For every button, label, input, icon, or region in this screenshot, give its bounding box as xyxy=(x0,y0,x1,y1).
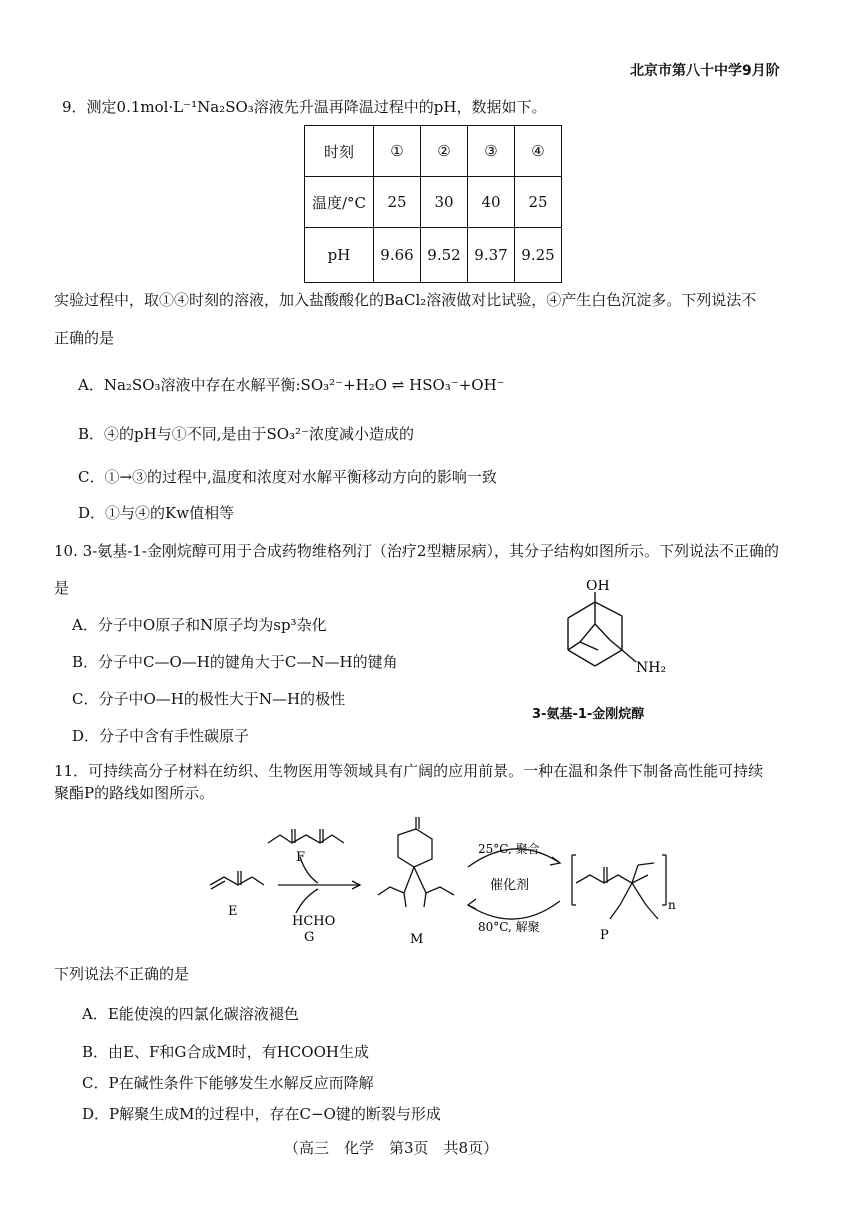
table-cell: ① xyxy=(374,126,421,177)
label-forward-condition: 25°C, 聚合 xyxy=(478,842,540,856)
table-row xyxy=(305,228,562,283)
table-cell: 9.25 xyxy=(515,228,562,283)
table-cell: 40 xyxy=(468,177,515,228)
q10-stem-line1: 10. 3-氨基-1-金刚烷醇可用于合成药物维格列汀（治疗2型糖尿病），其分子结构如图所示。下列说法不正确的 xyxy=(54,542,779,560)
q10-option-c: C．分子中O—H的极性大于N—H的极性 xyxy=(72,690,346,708)
q9-option-c: C．①→③的过程中,温度和浓度对水解平衡移动方向的影响一致 xyxy=(78,468,497,486)
q9-option-a: A．Na₂SO₃溶液中存在水解平衡:SO₃²⁻+H₂O ⇌ HSO₃⁻+OH⁻ xyxy=(78,376,505,394)
oh-label: OH xyxy=(586,580,610,594)
label-hcho: HCHO xyxy=(292,914,336,929)
table-cell: 时刻 xyxy=(305,126,374,177)
q11-stem-line1: 11．可持续高分子材料在纺织、生物医用等领域具有广阔的应用前景。一种在温和条件下制备高性能可持续 xyxy=(54,762,764,780)
label-n: n xyxy=(668,898,676,912)
label-m: M xyxy=(410,932,424,947)
table-row xyxy=(305,126,562,177)
table-cell: 9.52 xyxy=(421,228,468,283)
q9-option-b: B．④的pH与①不同,是由于SO₃²⁻浓度减小造成的 xyxy=(78,425,414,443)
q9-data-table xyxy=(304,125,562,283)
table-cell: 温度/°C xyxy=(305,177,374,228)
table-row xyxy=(305,177,562,228)
label-e: E xyxy=(228,904,238,919)
reaction-scheme xyxy=(200,805,680,955)
q9-stem: 9．测定0.1mol·L⁻¹Na₂SO₃溶液先升温再降温过程中的pH，数据如下。 xyxy=(62,98,547,116)
q10-stem-line2: 是 xyxy=(54,579,70,597)
label-p: P xyxy=(600,928,609,943)
table-cell: pH xyxy=(305,228,374,283)
school-header: 北京市第八十中学9月阶 xyxy=(630,63,780,79)
q11-option-c: C．P在碱性条件下能够发生水解反应而降解 xyxy=(82,1074,374,1092)
q9-option-d: D．①与④的Kw值相等 xyxy=(78,504,235,522)
q11-stem-line2: 聚酯P的路线如图所示。 xyxy=(54,784,215,802)
table-cell: ④ xyxy=(515,126,562,177)
label-f: F xyxy=(296,850,306,865)
label-reverse-condition: 80°C, 解聚 xyxy=(478,920,540,934)
adamantane-structure xyxy=(540,580,680,690)
q10-option-b: B．分子中C—O—H的键角大于C—N—H的键角 xyxy=(72,653,398,671)
q11-option-a: A．E能使溴的四氯化碳溶液褪色 xyxy=(82,1005,299,1023)
table-cell: 30 xyxy=(421,177,468,228)
table-cell: 9.37 xyxy=(468,228,515,283)
page-footer: （高三 化学 第3页 共8页） xyxy=(284,1139,499,1157)
label-catalyst: 催化剂 xyxy=(490,878,530,893)
nh2-label: NH₂ xyxy=(636,660,667,676)
table-cell: 9.66 xyxy=(374,228,421,283)
table-cell: 25 xyxy=(374,177,421,228)
q11-option-b: B．由E、F和G合成M时，有HCOOH生成 xyxy=(82,1043,369,1061)
label-g: G xyxy=(304,930,315,945)
q10-option-a: A．分子中O原子和N原子均为sp³杂化 xyxy=(72,616,327,634)
q9-paragraph-line1: 实验过程中，取①④时刻的溶液，加入盐酸酸化的BaCl₂溶液做对比试验，④产生白色沉淀多。下列说法不 xyxy=(54,291,757,309)
q11-prompt: 下列说法不正确的是 xyxy=(54,965,190,983)
table-cell: ② xyxy=(421,126,468,177)
q9-paragraph-line2: 正确的是 xyxy=(54,329,115,347)
table-cell: 25 xyxy=(515,177,562,228)
adamantane-caption: 3-氨基-1-金刚烷醇 xyxy=(532,707,645,722)
q10-option-d: D．分子中含有手性碳原子 xyxy=(72,727,250,745)
q11-option-d: D．P解聚生成M的过程中，存在C−O键的断裂与形成 xyxy=(82,1105,441,1123)
table-cell: ③ xyxy=(468,126,515,177)
